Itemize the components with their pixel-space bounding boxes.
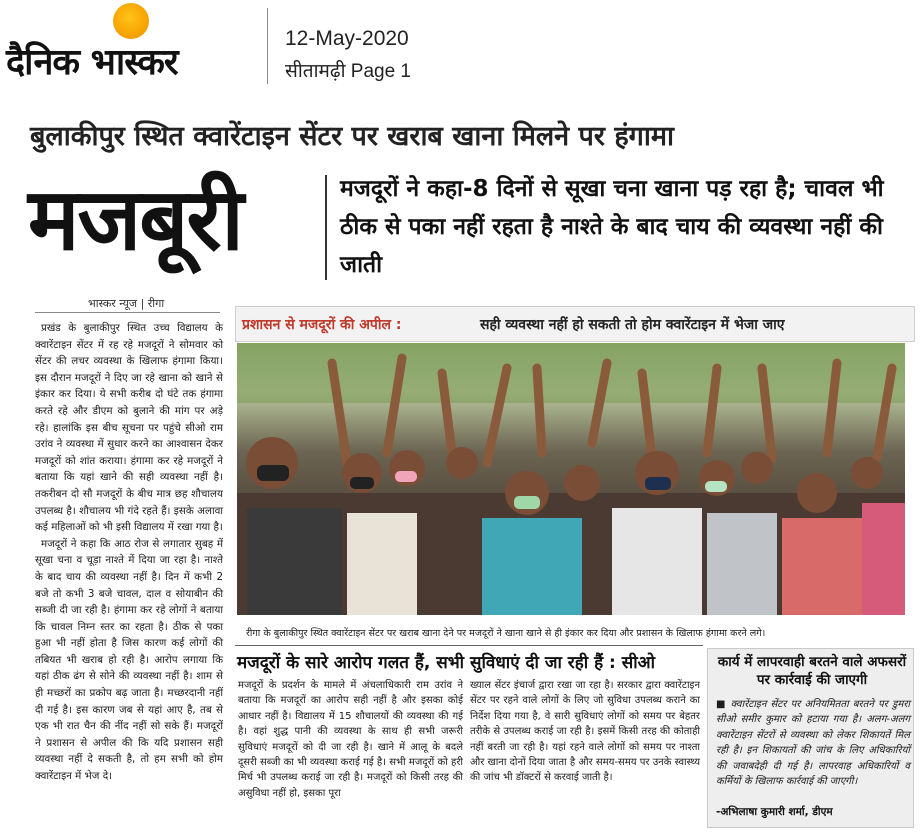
protest-photo — [237, 343, 905, 615]
edition-page: सीतामढ़ी Page 1 — [285, 61, 411, 82]
edition-date: 12-May-2020 — [285, 27, 409, 50]
masthead-divider — [267, 8, 268, 84]
protest-photo-illustration — [237, 343, 905, 615]
co-statement-headline: मजदूरों के सारे आरोप गलत हैं, सभी सुविधाएं दी जा रही हैं : सीओ — [237, 653, 656, 673]
newspaper-logo: दैनिक भास्कर — [6, 42, 178, 83]
appeal-label: प्रशासन से मजदूरों की अपील : — [242, 317, 402, 333]
article-paragraph: प्रखंड के बुलाकीपुर स्थित उच्च विद्यालय के क्वारेंटाइन सेंटर में रह रहे मजदूरों ने सोमवार को सेंटर की लचर व्यवस्था के खिलाफ हंगामा किया। इस दौरान मजदूरों ने दिए जा रहे खाना को खाने से इंकार कर दिया। ये सभी करीब दो घंटे तक हंगामा करते रहे और डीएम को बुलाने की मांग पर अड़े रहे। हालांकि इस बीच सूचना पर पहुंचे सीओ राम उरांव ने व्यवस्था में सुधार करने का आश्वासन देकर मजदूरों को शांत कराया। हंगामा कर रहे मजदूरों ने बताया कि यहां खाने की सही व्यवस्था नहीं है। तकरीबन दो सौ मजदूरों के बीच मात्र छह शौचालय उपलब्ध है। शौचालय भी गंदे रहते हैं। इसके अलावा कई महिलाओं को भी इसी विद्यालय में रखा गया है। — [35, 322, 223, 534]
photo-caption: रीगा के बुलाकीपुर स्थित क्वारेंटाइन सेंटर पर खराब खाना देने पर मजदूरों ने खाना खाने से ही इंकार कर दिया और प्रशासन के खिलाफ हंगामा करने लगे। — [246, 628, 766, 639]
article-paragraph: मजदूरों ने कहा कि आठ रोज से लगातार सुबह में सूखा चना व चूड़ा नाश्ते में दिया जा रहा है। नाश्ते के बाद चाय की व्यवस्था नहीं है। दिन में कभी 2 बजे तो कभी 3 बजे चावल, दाल व सोयाबीन की सब्जी दी जा रही है। हंगामा कर रहे लोगों ने बताया कि चावल निम्न स्तर का रहता है। ठीक से पका हुआ भी नहीं होता है जिस कारण कई लोगों की तबियत भी खराब हो रही है। आरोप लगाया कि यहां ठीक ढंग से सोने की व्यवस्था नहीं है। शाम से ही मच्छरों का प्रकोप बढ़ जाता है। मच्छरदानी नहीं दी गई है। इस कारण जब से यहां आए है, तब से एक भी रात चैन की नींद नहीं सो सके हैं। मजदूरों ने प्रशासन से अपील की कि यदि प्रशासन सही व्यवस्था नहीं दे सकती है, तो हम सभी को होम क्वारेंटाइन में भेज दे। — [35, 537, 223, 783]
appeal-band — [235, 306, 915, 342]
co-statement-column-2: ख्याल सेंटर इंचार्ज द्वारा रखा जा रहा है। सरकार द्वारा क्वारेंटाइन सेंटर पर रहने वाले लोगों के लिए जो सुविधा उपलब्ध कराने का निर्देश दिया गया है, वे सारी सुविधाएं लोगों को समय पर बेहतर तरीके से उपलब्ध कराई जा रही है। इसमें किसी तरह की कोताही नहीं बरती जा रही है। यहां रहने वाले लोगों को समय पर नाश्ता और खाना दोनों दिया जाता है और समय-समय पर उनके स्वास्थ्य की जांच भी डॉक्टरों से करवाई जाती है। — [470, 680, 700, 784]
headline-deck: मजदूरों ने कहा-8 दिनों से सूखा चना खाना पड़ रहा है; चावल भी ठीक से पका नहीं रहता है नाश्ते के बाद चाय की व्यवस्था नहीं की जाती — [340, 176, 884, 278]
dm-statement-body: ■ क्वारेंटाइन सेंटर पर अनियमितता बरतने पर डुमरा सीओ समीर कुमार को हटाया गया है। अलग-अलग क्वारेंटाइन सेंटरों से व्यवस्था को लेकर शिकायतें मिल रही है। इन शिकायतों की जांच के लिए अधिकारियों की जवाबदेही दी गई है। लापरवाह अधिकारियों व कर्मियों के खिलाफ कार्रवाई की जाएगी। — [716, 699, 910, 788]
co-statement-column-1: मजदूरों के प्रदर्शन के मामले में अंचलाधिकारी राम उरांव ने बताया कि मजदूरों का आरोप सही नहीं है और इसका कोई आधार नहीं है। विद्यालय में 15 शौचालयों की व्यवस्था की गई है। वहां शुद्ध पानी की व्यवस्था के साथ ही सभी जरूरी सुविधाएं मजदूरों को दी जा रही है। खाने में आलू के बदले दूसरी सब्जी का भी व्यवस्था कराई गई है। सभी मजदूरों को हरी मिर्च भी उपलब्ध कराई जा रही है। मजदूरों को किसी तरह की असुविधा नहीं हो, इसका पूरा — [238, 680, 463, 799]
appeal-text: सही व्यवस्था नहीं हो सकती तो होम क्वारेंटाइन में भेजा जाए — [480, 317, 785, 333]
article-rule — [235, 645, 703, 646]
left-article-column — [35, 320, 223, 785]
kicker-headline: बुलाकीपुर स्थित क्वारेंटाइन सेंटर पर खराब खाना मिलने पर हंगामा — [30, 121, 674, 152]
logo-sun-icon — [113, 3, 149, 39]
main-headline-word: मजबूरी — [28, 170, 242, 270]
byline-rule — [35, 312, 220, 313]
byline: भास्कर न्यूज | रीगा — [88, 297, 165, 310]
headline-divider — [325, 175, 327, 280]
dm-signature: -अभिलाषा कुमारी शर्मा, डीएम — [716, 806, 833, 818]
dm-statement-headline: कार्य में लापरवाही बरतने वाले अफसरों पर कार्रवाई की जाएगी — [717, 654, 907, 688]
